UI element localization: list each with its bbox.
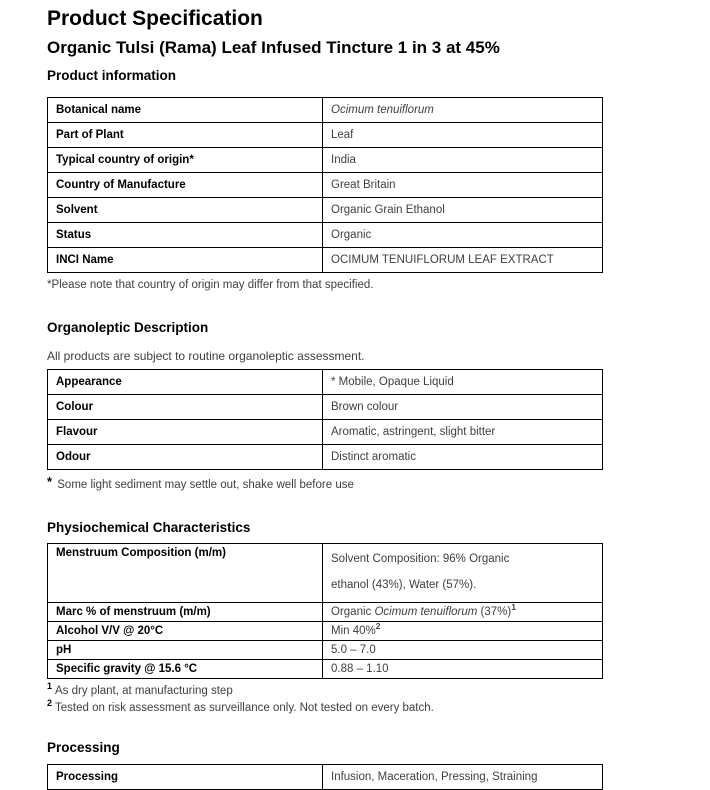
row-value: India bbox=[323, 148, 603, 173]
row-label: Colour bbox=[48, 395, 323, 420]
row-label: Part of Plant bbox=[48, 123, 323, 148]
value-species-italic: Ocimum tenuiflorum bbox=[374, 606, 478, 618]
row-value: Infusion, Maceration, Pressing, Straining bbox=[323, 765, 603, 790]
row-value: Organic bbox=[323, 223, 603, 248]
row-value: Leaf bbox=[323, 123, 603, 148]
page-title: Product Specification bbox=[47, 7, 263, 30]
row-value: Ocimum tenuiflorum bbox=[323, 98, 603, 123]
row-value: 5.0 – 7.0 bbox=[323, 641, 603, 660]
value-line-1: Solvent Composition: 96% Organic bbox=[331, 553, 510, 565]
row-value: 0.88 – 1.10 bbox=[323, 660, 603, 679]
footnote-1 bbox=[47, 683, 710, 700]
row-value: Organic Grain Ethanol bbox=[323, 198, 603, 223]
table-row bbox=[48, 248, 603, 273]
processing-table bbox=[47, 764, 603, 790]
row-label: Solvent bbox=[48, 198, 323, 223]
row-label: Alcohol V/V @ 20°C bbox=[48, 622, 323, 641]
section-heading-product-info: Product information bbox=[47, 68, 176, 83]
row-label: Country of Manufacture bbox=[48, 173, 323, 198]
footnote-text: Tested on risk assessment as surveillance only. Not tested on every batch. bbox=[55, 702, 434, 714]
row-label: Typical country of origin* bbox=[48, 148, 323, 173]
row-label: Marc % of menstruum (m/m) bbox=[48, 603, 323, 622]
table-row bbox=[48, 641, 603, 660]
table-row bbox=[48, 420, 603, 445]
value-line-2: ethanol (43%), Water (57%). bbox=[331, 579, 477, 591]
table-row bbox=[48, 148, 603, 173]
footnote-ref-2: 2 bbox=[375, 621, 381, 632]
row-value: * Mobile, Opaque Liquid bbox=[323, 370, 603, 395]
row-value: Distinct aromatic bbox=[323, 445, 603, 470]
origin-footnote: *Please note that country of origin may differ from that specified. bbox=[47, 279, 374, 291]
row-label: Flavour bbox=[48, 420, 323, 445]
row-value: Great Britain bbox=[323, 173, 603, 198]
table-row bbox=[48, 765, 603, 790]
value-text: Organic bbox=[331, 606, 375, 618]
table-row bbox=[48, 445, 603, 470]
organoleptic-intro: All products are subject to routine organoleptic assessment. bbox=[47, 349, 365, 363]
value-text: (37%) bbox=[477, 606, 512, 618]
sediment-footnote bbox=[47, 476, 710, 493]
section-heading-processing: Processing bbox=[47, 740, 120, 755]
row-value bbox=[323, 544, 603, 603]
row-label: Status bbox=[48, 223, 323, 248]
row-label: pH bbox=[48, 641, 323, 660]
footnote-ref-1: 1 bbox=[511, 602, 516, 613]
row-label: INCI Name bbox=[48, 248, 323, 273]
table-row bbox=[48, 370, 603, 395]
table-row bbox=[48, 395, 603, 420]
footnote-text: As dry plant, at manufacturing step bbox=[55, 685, 233, 697]
section-heading-physiochemical: Physiochemical Characteristics bbox=[47, 520, 251, 535]
row-label: Odour bbox=[48, 445, 323, 470]
row-value: OCIMUM TENUIFLORUM LEAF EXTRACT bbox=[323, 248, 603, 273]
section-heading-organoleptic: Organoleptic Description bbox=[47, 320, 209, 335]
table-row bbox=[48, 123, 603, 148]
row-value: Brown colour bbox=[323, 395, 603, 420]
row-label: Botanical name bbox=[48, 98, 323, 123]
table-row bbox=[48, 173, 603, 198]
table-row bbox=[48, 223, 603, 248]
row-label: Specific gravity @ 15.6 °C bbox=[48, 660, 323, 679]
footnote-text: Some light sediment may settle out, shake well before use bbox=[54, 479, 354, 491]
row-value bbox=[323, 603, 603, 622]
footnote-asterisk: * bbox=[47, 474, 53, 489]
table-row bbox=[48, 660, 603, 679]
row-value bbox=[323, 622, 603, 641]
footnote-marker-1: 1 bbox=[47, 681, 53, 692]
footnote-2 bbox=[47, 700, 710, 717]
physiochemical-table bbox=[47, 543, 603, 679]
table-row bbox=[48, 544, 603, 603]
product-info-table bbox=[47, 97, 603, 273]
physiochemical-footnotes bbox=[47, 683, 710, 717]
row-label: Appearance bbox=[48, 370, 323, 395]
row-label: Menstruum Composition (m/m) bbox=[48, 544, 323, 603]
product-subtitle: Organic Tulsi (Rama) Leaf Infused Tincture 1 in 3 at 45% bbox=[47, 38, 500, 57]
table-row bbox=[48, 98, 603, 123]
value-text: Min 40% bbox=[331, 625, 376, 637]
table-row bbox=[48, 622, 603, 641]
footnote-marker-2: 2 bbox=[47, 698, 53, 709]
row-value: Aromatic, astringent, slight bitter bbox=[323, 420, 603, 445]
organoleptic-table bbox=[47, 369, 603, 470]
table-row bbox=[48, 603, 603, 622]
table-row bbox=[48, 198, 603, 223]
row-label: Processing bbox=[48, 765, 323, 790]
